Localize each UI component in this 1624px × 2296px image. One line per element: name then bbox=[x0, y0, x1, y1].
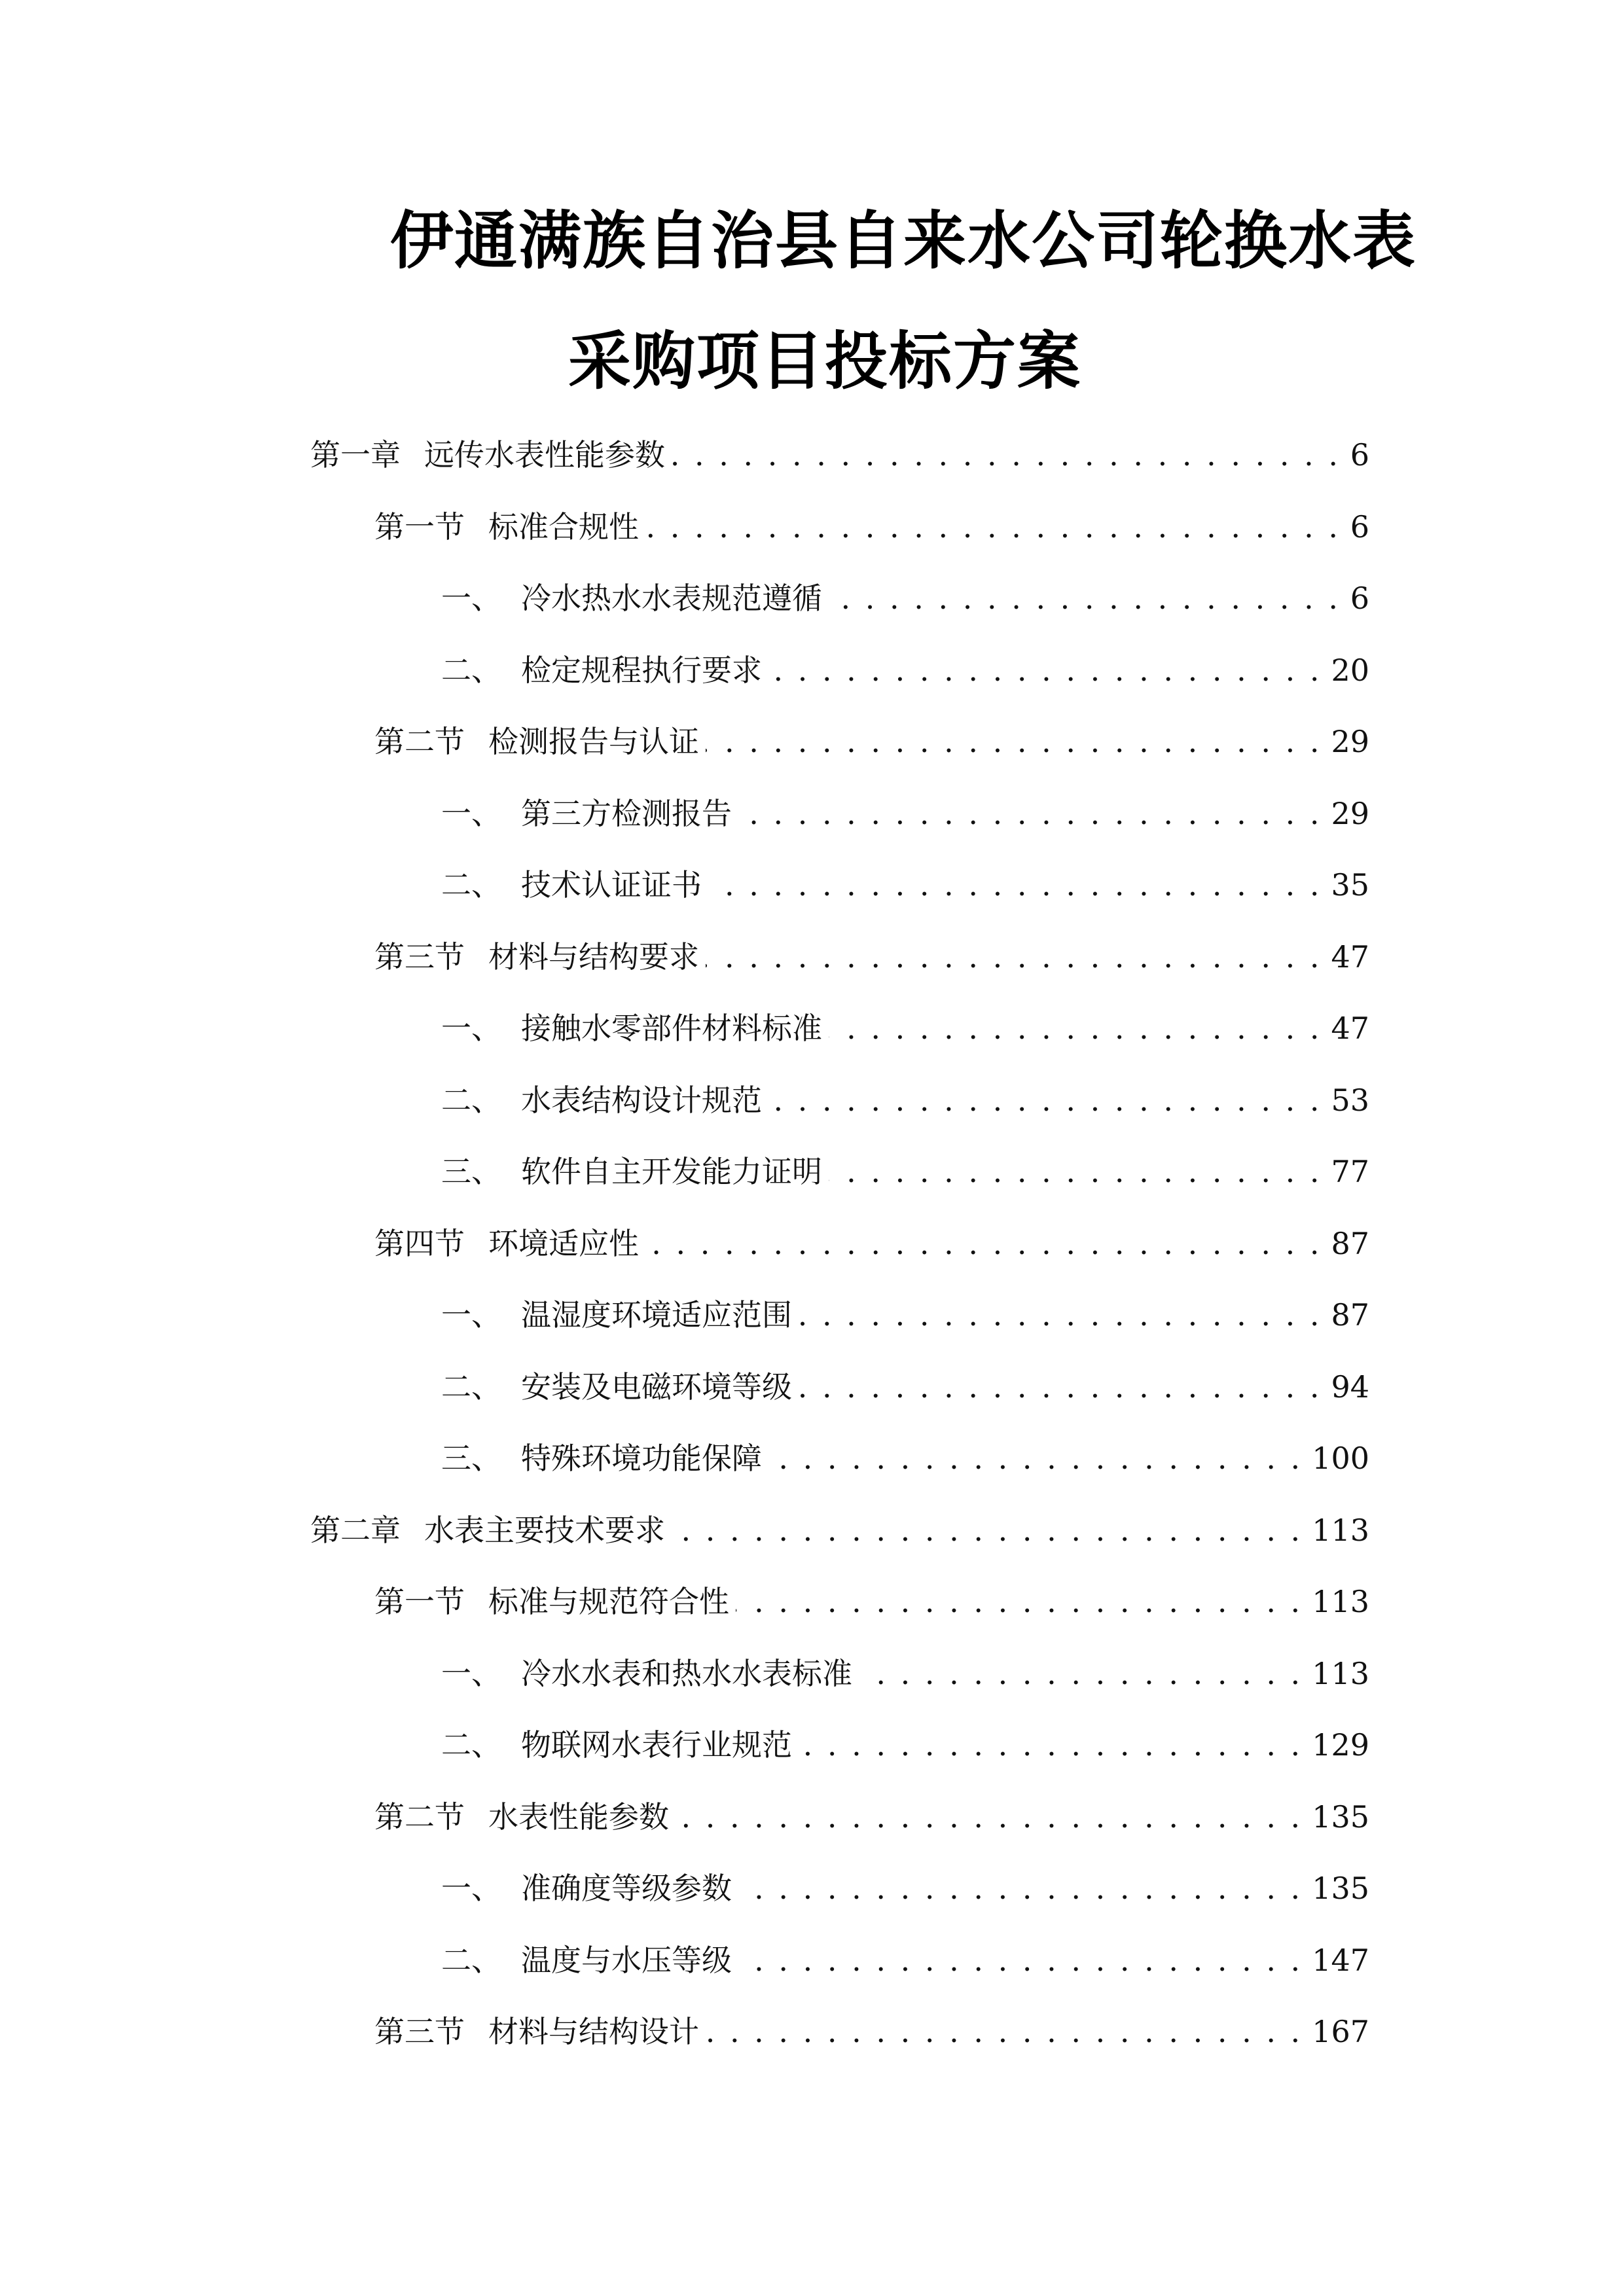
toc-entry-label: 接触水零部件材料标准 bbox=[521, 1011, 822, 1046]
toc-entry-number: 一、 bbox=[441, 1011, 501, 1046]
toc-entry-label: 技术认证证书 bbox=[521, 867, 702, 903]
toc-entry-number: 第四节 bbox=[374, 1226, 465, 1261]
toc-entry[interactable] bbox=[441, 1292, 1369, 1338]
toc-entry-label: 软件自主开发能力证明 bbox=[521, 1154, 822, 1189]
toc-entry-label: 水表主要技术要求 bbox=[424, 1513, 665, 1548]
toc-dot-leader bbox=[738, 1865, 1303, 1911]
toc-entry[interactable] bbox=[310, 432, 1369, 478]
toc-dot-leader bbox=[829, 575, 1341, 621]
toc-dot-leader bbox=[645, 1221, 1322, 1266]
toc-entry-label: 温度与水压等级 bbox=[521, 1943, 732, 1978]
toc-entry[interactable] bbox=[441, 862, 1369, 908]
toc-entry-label: 材料与结构要求 bbox=[488, 939, 699, 975]
document-title-line-2: 采购项目投标方案 bbox=[568, 325, 1081, 398]
toc-dot-leader bbox=[706, 2009, 1303, 2054]
toc-dot-leader bbox=[768, 1077, 1322, 1123]
toc-entry-number: 一、 bbox=[441, 1871, 501, 1906]
toc-entry-label: 准确度等级参数 bbox=[521, 1871, 732, 1906]
toc-entry[interactable] bbox=[374, 719, 1369, 764]
toc-dot-leader bbox=[645, 504, 1341, 550]
toc-entry-number: 第三节 bbox=[374, 939, 465, 975]
toc-entry[interactable] bbox=[374, 1221, 1369, 1266]
toc-entry-number: 第一节 bbox=[374, 509, 465, 545]
toc-entry[interactable] bbox=[441, 1364, 1369, 1410]
toc-entry-page-number: 113 bbox=[1312, 1656, 1369, 1691]
toc-dot-leader bbox=[738, 791, 1322, 836]
toc-entry-page-number: 6 bbox=[1350, 437, 1369, 473]
toc-entry-label: 环境适应性 bbox=[488, 1226, 639, 1261]
toc-entry[interactable] bbox=[441, 1937, 1369, 1983]
toc-entry-number: 第二节 bbox=[374, 724, 465, 759]
toc-entry-page-number: 87 bbox=[1331, 1297, 1369, 1333]
toc-dot-leader bbox=[672, 1507, 1303, 1553]
toc-entry[interactable] bbox=[441, 1149, 1369, 1194]
toc-entry-page-number: 47 bbox=[1331, 939, 1369, 975]
toc-entry-label: 冷水热水水表规范遵循 bbox=[521, 581, 822, 616]
toc-entry[interactable] bbox=[441, 575, 1369, 621]
toc-entry-page-number: 6 bbox=[1350, 581, 1369, 616]
toc-entry-label: 材料与结构设计 bbox=[488, 2014, 699, 2049]
toc-dot-leader bbox=[706, 934, 1322, 980]
toc-entry[interactable] bbox=[374, 504, 1369, 550]
toc-dot-leader bbox=[799, 1722, 1303, 1768]
toc-entry-page-number: 6 bbox=[1350, 509, 1369, 545]
toc-entry-label: 水表结构设计规范 bbox=[521, 1083, 762, 1118]
toc-dot-leader bbox=[768, 1435, 1303, 1481]
toc-dot-leader bbox=[706, 719, 1322, 764]
toc-entry-page-number: 100 bbox=[1312, 1441, 1369, 1476]
toc-dot-leader bbox=[676, 1794, 1303, 1840]
toc-entry[interactable] bbox=[374, 934, 1369, 980]
toc-entry[interactable] bbox=[441, 1435, 1369, 1481]
toc-entry-number: 一、 bbox=[441, 1297, 501, 1333]
toc-entry-page-number: 129 bbox=[1312, 1727, 1369, 1763]
toc-entry[interactable] bbox=[441, 791, 1369, 836]
toc-entry-page-number: 147 bbox=[1312, 1943, 1369, 1978]
toc-entry-page-number: 77 bbox=[1331, 1154, 1369, 1189]
toc-entry-page-number: 29 bbox=[1331, 796, 1369, 831]
toc-entry-page-number: 20 bbox=[1331, 653, 1369, 688]
toc-entry[interactable] bbox=[441, 647, 1369, 693]
toc-entry-page-number: 94 bbox=[1331, 1369, 1369, 1405]
toc-entry[interactable] bbox=[441, 1005, 1369, 1051]
toc-entry[interactable] bbox=[441, 1865, 1369, 1911]
toc-entry-number: 第二章 bbox=[310, 1513, 401, 1548]
toc-entry-label: 远传水表性能参数 bbox=[424, 437, 665, 473]
toc-entry-page-number: 29 bbox=[1331, 724, 1369, 759]
toc-dot-leader bbox=[829, 1149, 1322, 1194]
toc-dot-leader bbox=[708, 862, 1322, 908]
toc-entry-page-number: 113 bbox=[1312, 1513, 1369, 1548]
toc-entry-page-number: 135 bbox=[1312, 1871, 1369, 1906]
toc-entry-label: 物联网水表行业规范 bbox=[521, 1727, 792, 1763]
toc-entry-label: 标准合规性 bbox=[488, 509, 639, 545]
toc-entry-number: 二、 bbox=[441, 1083, 501, 1118]
toc-dot-leader bbox=[859, 1651, 1303, 1696]
toc-entry[interactable] bbox=[374, 2009, 1369, 2054]
toc-entry-number: 二、 bbox=[441, 1943, 501, 1978]
toc-entry-label: 安装及电磁环境等级 bbox=[521, 1369, 792, 1405]
toc-entry-number: 第一节 bbox=[374, 1584, 465, 1619]
toc-dot-leader bbox=[768, 647, 1322, 693]
toc-entry-label: 检定规程执行要求 bbox=[521, 653, 762, 688]
toc-dot-leader bbox=[736, 1579, 1303, 1624]
toc-entry-label: 水表性能参数 bbox=[488, 1799, 669, 1835]
toc-entry-number: 二、 bbox=[441, 867, 501, 903]
toc-entry[interactable] bbox=[441, 1077, 1369, 1123]
toc-entry-label: 温湿度环境适应范围 bbox=[521, 1297, 792, 1333]
toc-entry-label: 第三方检测报告 bbox=[521, 796, 732, 831]
toc-entry[interactable] bbox=[310, 1507, 1369, 1553]
toc-entry-number: 三、 bbox=[441, 1441, 501, 1476]
toc-dot-leader bbox=[799, 1292, 1322, 1338]
toc-entry[interactable] bbox=[441, 1722, 1369, 1768]
toc-entry[interactable] bbox=[374, 1794, 1369, 1840]
toc-entry-page-number: 113 bbox=[1312, 1584, 1369, 1619]
toc-entry-label: 检测报告与认证 bbox=[488, 724, 699, 759]
toc-entry-page-number: 167 bbox=[1312, 2014, 1369, 2049]
toc-entry-number: 第一章 bbox=[310, 437, 401, 473]
toc-entry-number: 一、 bbox=[441, 796, 501, 831]
toc-entry-number: 一、 bbox=[441, 581, 501, 616]
toc-entry-page-number: 53 bbox=[1331, 1083, 1369, 1118]
toc-entry-number: 二、 bbox=[441, 653, 501, 688]
toc-entry-number: 第三节 bbox=[374, 2014, 465, 2049]
toc-entry-number: 第二节 bbox=[374, 1799, 465, 1835]
toc-entry-page-number: 35 bbox=[1331, 867, 1369, 903]
toc-entry-number: 一、 bbox=[441, 1656, 501, 1691]
toc-dot-leader bbox=[672, 432, 1341, 478]
toc-entry-number: 二、 bbox=[441, 1369, 501, 1405]
toc-entry[interactable] bbox=[374, 1579, 1369, 1624]
toc-dot-leader bbox=[829, 1005, 1322, 1051]
toc-dot-leader bbox=[799, 1364, 1322, 1410]
toc-entry-page-number: 135 bbox=[1312, 1799, 1369, 1835]
toc-entry-label: 标准与规范符合性 bbox=[488, 1584, 729, 1619]
toc-entry-label: 特殊环境功能保障 bbox=[521, 1441, 762, 1476]
toc-entry-number: 三、 bbox=[441, 1154, 501, 1189]
toc-entry-number: 二、 bbox=[441, 1727, 501, 1763]
toc-entry-label: 冷水水表和热水水表标准 bbox=[521, 1656, 852, 1691]
toc-entry-page-number: 47 bbox=[1331, 1011, 1369, 1046]
toc-dot-leader bbox=[738, 1937, 1303, 1983]
toc-entry[interactable] bbox=[441, 1651, 1369, 1696]
toc-entry-page-number: 87 bbox=[1331, 1226, 1369, 1261]
document-title-line-1: 伊通满族自治县自来水公司轮换水表 bbox=[390, 204, 1416, 278]
